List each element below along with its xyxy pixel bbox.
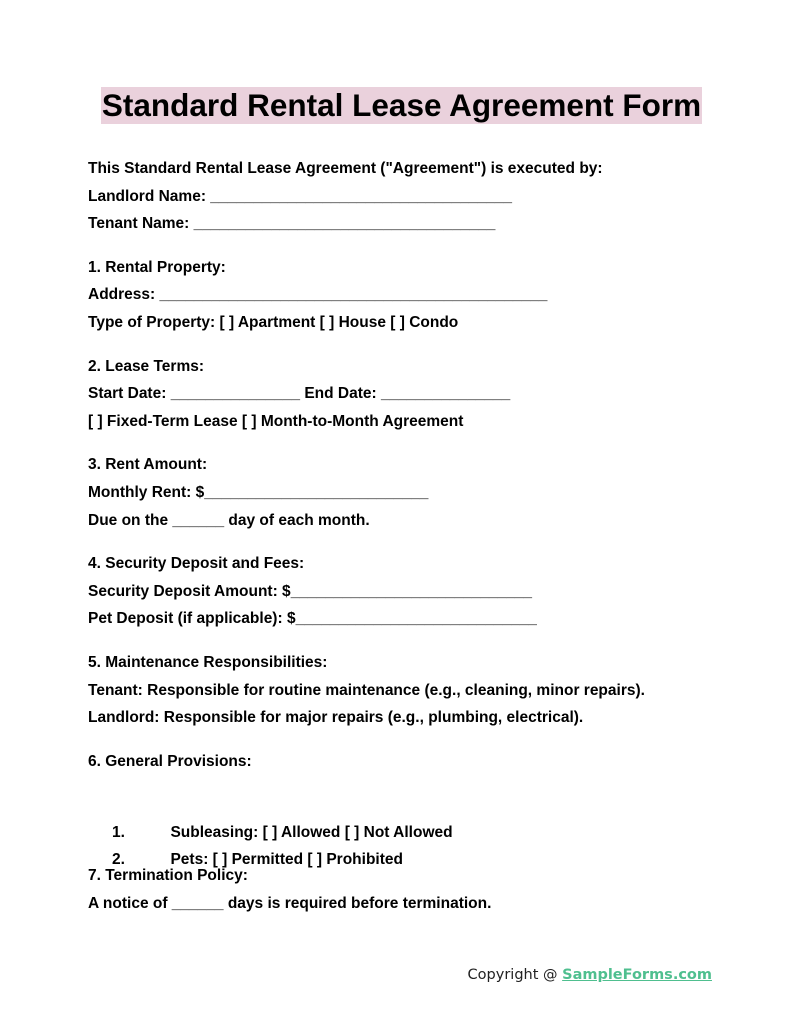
tenant-name-blank[interactable]: ___________________________________ — [193, 215, 496, 233]
security-deposit-blank[interactable]: ____________________________ — [290, 582, 533, 600]
end-date-label: End Date: — [304, 385, 377, 403]
monthly-rent-field[interactable] — [88, 479, 728, 507]
landlord-name-blank[interactable]: ___________________________________ — [210, 187, 513, 205]
tenant-maintenance-text: Tenant: Responsible for routine maintenance (e.g., cleaning, minor repairs). — [88, 681, 645, 699]
start-date-label: Start Date: — [88, 385, 167, 403]
copyright-text: Copyright @ — [467, 967, 563, 983]
section-gap — [88, 775, 728, 791]
provision-item-pets[interactable] — [88, 819, 728, 869]
title-wrapper — [0, 87, 803, 124]
provision-text[interactable]: Subleasing: [ ] Allowed [ ] Not Allowed — [170, 823, 453, 841]
address-label: Address: — [88, 286, 156, 304]
pet-deposit-blank[interactable]: ____________________________ — [295, 610, 537, 628]
document-body — [88, 155, 728, 918]
property-type-options[interactable]: Type of Property: [ ] Apartment [ ] House [ ] Condo — [88, 313, 459, 331]
address-blank[interactable]: _____________________________________________ — [159, 286, 548, 304]
monthly-rent-blank[interactable]: __________________________ — [204, 483, 429, 501]
section-gap — [88, 732, 728, 748]
rent-due-day-field[interactable]: Due on the ______ day of each month. — [88, 511, 370, 529]
security-deposit-field[interactable] — [88, 578, 728, 606]
pet-deposit-field[interactable] — [88, 605, 728, 633]
pet-deposit-label: Pet Deposit (if applicable): $ — [88, 610, 296, 628]
address-field[interactable] — [88, 281, 728, 309]
lease-type-options[interactable]: [ ] Fixed-Term Lease [ ] Month-to-Month Agreement — [88, 412, 464, 430]
section-heading-general-provisions: 6. General Provisions: — [88, 752, 252, 770]
section-gap — [88, 435, 728, 451]
tenant-name-label: Tenant Name: — [88, 215, 190, 233]
lease-dates-fields — [88, 380, 728, 408]
provision-number: 2. — [112, 851, 125, 869]
section-gap — [88, 238, 728, 254]
termination-notice-field[interactable]: A notice of ______ days is required before termination. — [88, 895, 492, 913]
document-title: Standard Rental Lease Agreement Form — [101, 87, 702, 123]
provisions-list — [88, 791, 728, 869]
section-heading-lease-terms: 2. Lease Terms: — [88, 357, 205, 375]
landlord-name-field[interactable] — [88, 183, 728, 211]
intro-statement: This Standard Rental Lease Agreement ("Agreement") is executed by: — [88, 160, 603, 177]
tenant-name-field[interactable] — [88, 210, 728, 238]
provision-number: 1. — [112, 823, 125, 841]
footer-copyright — [468, 967, 712, 983]
security-deposit-label: Security Deposit Amount: $ — [88, 582, 291, 600]
section-heading-maintenance: 5. Maintenance Responsibilities: — [88, 653, 328, 671]
start-date-blank[interactable]: _______________ — [170, 385, 301, 403]
section-gap — [88, 633, 728, 649]
section-gap — [88, 337, 728, 353]
section-heading-rent-amount: 3. Rent Amount: — [88, 456, 208, 474]
section-gap — [88, 534, 728, 550]
section-heading-termination: 7. Termination Policy: — [88, 867, 248, 885]
brand-link[interactable]: SampleForms.com — [562, 967, 712, 983]
landlord-maintenance-text: Landlord: Responsible for major repairs (e.g., plumbing, electrical). — [88, 709, 584, 727]
provision-item-subleasing[interactable] — [88, 791, 728, 841]
landlord-name-label: Landlord Name: — [88, 187, 206, 205]
provision-text[interactable]: Pets: [ ] Permitted [ ] Prohibited — [170, 851, 403, 869]
section-heading-rental-property: 1. Rental Property: — [88, 258, 226, 276]
end-date-blank[interactable]: _______________ — [380, 385, 511, 403]
section-heading-security-deposit: 4. Security Deposit and Fees: — [88, 555, 305, 573]
monthly-rent-label: Monthly Rent: $ — [88, 483, 205, 501]
